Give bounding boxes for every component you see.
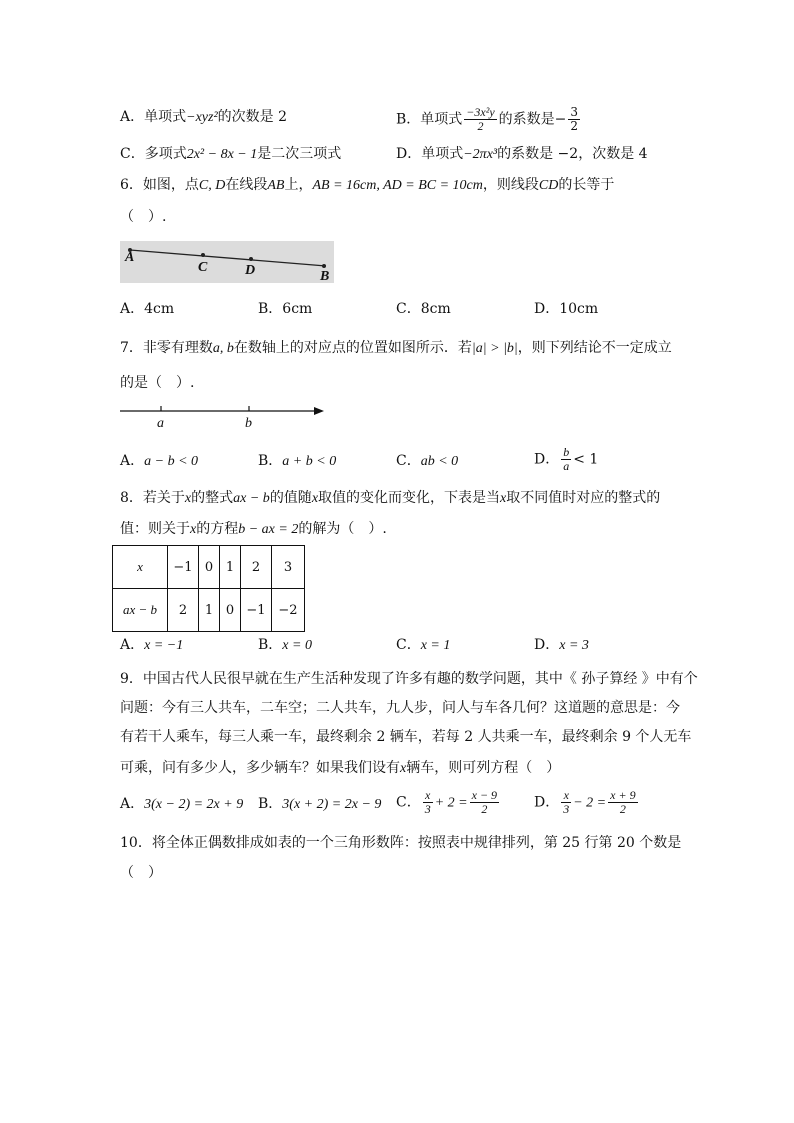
- q9-option-c: C． $\frac{x}{3}$ + 2 = $\frac{x - 9}{2}$: [396, 788, 498, 816]
- axis-arrow-icon: [314, 407, 324, 415]
- q9-option-d: D． $\frac{x}{3}$ − 2 = $\frac{x + 9}{2}$: [534, 788, 636, 816]
- table-cell: 0: [199, 546, 220, 589]
- table-cell: 1: [220, 546, 241, 589]
- point-b-label: B: [320, 269, 330, 283]
- segment-diagram: [120, 241, 334, 283]
- q6-option-a: A．4cm: [120, 301, 175, 317]
- q9-stem-line2: 问题：今有三人共车，二车空；二人共车，九人步，问人与车各几何？这道题的意思是：今: [120, 700, 680, 716]
- q6-option-c: C．8cm: [396, 301, 451, 317]
- table-cell: −1: [168, 546, 199, 589]
- table-header-expr: ax − b: [113, 589, 168, 632]
- q8-option-d: D．x = 3: [534, 637, 589, 653]
- table-cell: −2: [272, 589, 305, 632]
- axis-label-a: a: [157, 416, 164, 431]
- q6-option-b: B．6cm: [258, 301, 313, 317]
- q7-stem-line1: 7．非零有理数a, b在数轴上的对应点的位置如图所示．若|a| > |b|，则下列结论不一定成立: [120, 340, 672, 356]
- q5-option-c: C．多项式2x² − 8x − 1是二次三项式: [120, 146, 342, 162]
- point-a-label: A: [125, 250, 135, 265]
- q6-stem-line1: 6．如图，点C, D在线段AB上，AB = 16cm, AD = BC = 10cm，则线段CD的长等于: [120, 177, 615, 193]
- q8-value-table: [112, 545, 305, 632]
- q7-option-d: D． $\frac{b}{a}$ < 1: [534, 445, 599, 473]
- q10-stem-line1: 10．将全体正偶数排成如表的一个三角形数阵：按照表中规律排列，第 25 行第 20 个数是: [120, 835, 682, 851]
- q6-segment-figure: [120, 241, 334, 283]
- table-cell: 0: [220, 589, 241, 632]
- q7-option-a: A．a − b < 0: [120, 453, 199, 469]
- point-c-label: C: [198, 260, 208, 275]
- q10-stem-line2: （ ）: [120, 865, 162, 881]
- q8-stem-line2: 值：则关于x的方程b − ax = 2的解为（ ）.: [120, 521, 387, 537]
- q5-option-d: D．单项式−2πx³的系数是 −2，次数是 4: [396, 146, 648, 162]
- table-cell: 2: [241, 546, 272, 589]
- segment-line: [130, 250, 326, 266]
- q9-stem-line3: 有若干人乘车，每三人乘一车，最终剩余 2 辆车，若每 2 人共乘一车，最终剩余 9 个人无车: [120, 729, 692, 745]
- axis-label-b: b: [245, 416, 252, 431]
- table-cell: 2: [168, 589, 199, 632]
- point-c-dot: [201, 253, 205, 257]
- q9-option-a: A．3(x − 2) = 2x + 9: [120, 796, 244, 812]
- table-cell: 3: [272, 546, 305, 589]
- table-cell: 1: [199, 589, 220, 632]
- point-d-dot: [249, 257, 253, 261]
- q7-number-line: [118, 400, 330, 434]
- q7-stem-line2: 的是（ ）.: [120, 375, 195, 391]
- q8-option-c: C．x = 1: [396, 637, 451, 653]
- q5-option-b: B．单项式 $\frac{\text{−3x²y}}{2}$ 的系数是− $\frac{3}{2}$: [396, 105, 579, 133]
- q8-option-b: B．x = 0: [258, 637, 312, 653]
- q9-stem-line4: 可乘，问有多少人，多少辆车？如果我们设有x辆车，则可列方程（ ）: [120, 760, 561, 776]
- q7-option-c: C．ab < 0: [396, 453, 459, 469]
- q5-option-a: A．单项式−xyz²的次数是 2: [120, 109, 288, 125]
- point-d-label: D: [245, 263, 256, 278]
- table-row: [113, 589, 305, 632]
- q9-option-b: B．3(x + 2) = 2x − 9: [258, 796, 382, 812]
- table-row: [113, 546, 305, 589]
- point-b-dot: [322, 264, 326, 268]
- q7-option-b: B．a + b < 0: [258, 453, 337, 469]
- q9-stem-line1: 9．中国古代人民很早就在生产生活种发现了许多有趣的数学问题，其中《 孙子算经 》中有个: [120, 671, 698, 687]
- q8-option-a: A．x = −1: [120, 637, 184, 653]
- table-header-x: x: [113, 546, 168, 589]
- table-cell: −1: [241, 589, 272, 632]
- q8-stem-line1: 8．若关于x的整式ax − b的值随x取值的变化而变化，下表是当x取不同值时对应的整式的: [120, 490, 661, 506]
- q6-option-d: D．10cm: [534, 301, 599, 317]
- q6-stem-line2: （ ）.: [120, 209, 167, 225]
